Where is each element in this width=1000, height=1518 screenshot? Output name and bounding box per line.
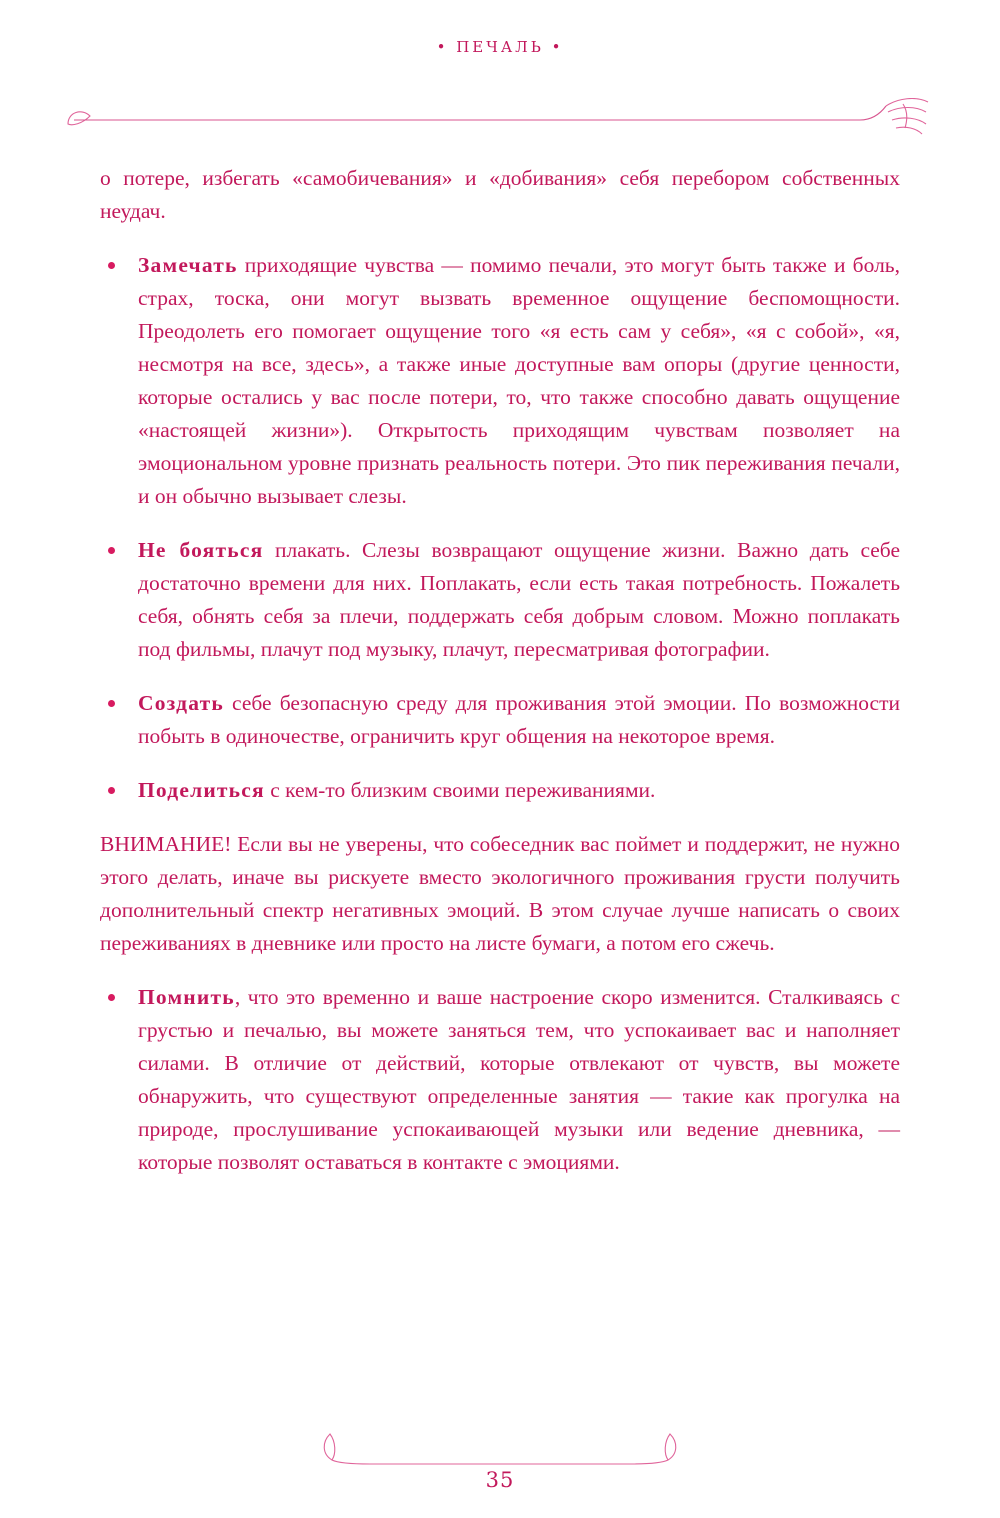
list-item-lead: Создать <box>138 691 224 715</box>
list-item <box>100 774 900 807</box>
list-item-text: себе безопасную среду для проживания этой эмоции. По возможности побыть в одиночестве, ограничить круг общения на некоторое время. <box>138 691 900 748</box>
list-item-lead: Не бояться <box>138 538 264 562</box>
bullet-dot-icon <box>108 787 115 794</box>
list-item <box>100 249 900 513</box>
list-item-lead: Помнить <box>138 985 235 1009</box>
bullet-dot-icon <box>108 994 115 1001</box>
list-item-text: плакать. Слезы возвращают ощущение жизни. Важно дать себе достаточно времени для них. Поплакать, если есть такая потребность. Пожалеть себя, обнять себя за плечи, поддержать себя добрым словом. Можно поплакать под фильмы, плачут под музыку, плачут, пересматривая фотографии. <box>138 538 900 661</box>
page-footer <box>0 1468 1000 1492</box>
list-item <box>100 534 900 666</box>
list-item-lead: Замечать <box>138 253 238 277</box>
list-item <box>100 687 900 753</box>
bullet-dot-icon <box>108 700 115 707</box>
header-ornament-rule <box>60 98 940 138</box>
note-paragraph: ВНИМАНИЕ! Если вы не уверены, что собеседник вас поймет и поддержит, не нужно этого делать, иначе вы рискуете вместо экологичного проживания грусти получить дополнительный спектр негативных эмоций. В этом случае лучше написать о своих переживаниях в дневнике или просто на листе бумаги, а потом его сжечь. <box>100 832 900 955</box>
running-header: • ПЕЧАЛЬ • <box>436 38 564 56</box>
list-item-lead: Поделиться <box>138 778 265 802</box>
bullet-dot-icon <box>108 547 115 554</box>
paragraph-continuation: о потере, избегать «самобичевания» и «добивания» себя перебором собственных неудач. <box>100 166 900 223</box>
page-content <box>100 162 900 1179</box>
list-item-text: , что это временно и ваше настроение скоро изменится. Сталкиваясь с грустью и печалью, вы можете заняться тем, что успокаивает вас и наполняет силами. В отличие от действий, которые отвлекают от чувств, вы можете обнаружить, что существуют определенные занятия — такие как прогулка на природе, прослушивание успокаивающей музыки или ведение дневника, — которые позволят оставаться в контакте с эмоциями. <box>138 985 900 1174</box>
list-item-text: приходящие чувства — помимо печали, это могут быть также и боль, страх, тоска, они могут вызвать временное ощущение беспомощности. Преодолеть его помогает ощущение того «я есть сам у себя», «я с собой», «я, несмотря на все, здесь», а также иные доступные вам опоры (другие ценности, которые остались у вас после потери, то, что также способно давать ощущение «настоящей жизни»). Открытость приходящим чувствам позволяет на эмоциональном уровне признать реальность потери. Это пик переживания печали, и он обычно вызывает слезы. <box>138 253 900 508</box>
bullet-dot-icon <box>108 262 115 269</box>
list-item <box>100 981 900 1179</box>
list-item-text: с кем-то близким своими переживаниями. <box>264 778 656 802</box>
page-number: 35 <box>485 1468 515 1492</box>
